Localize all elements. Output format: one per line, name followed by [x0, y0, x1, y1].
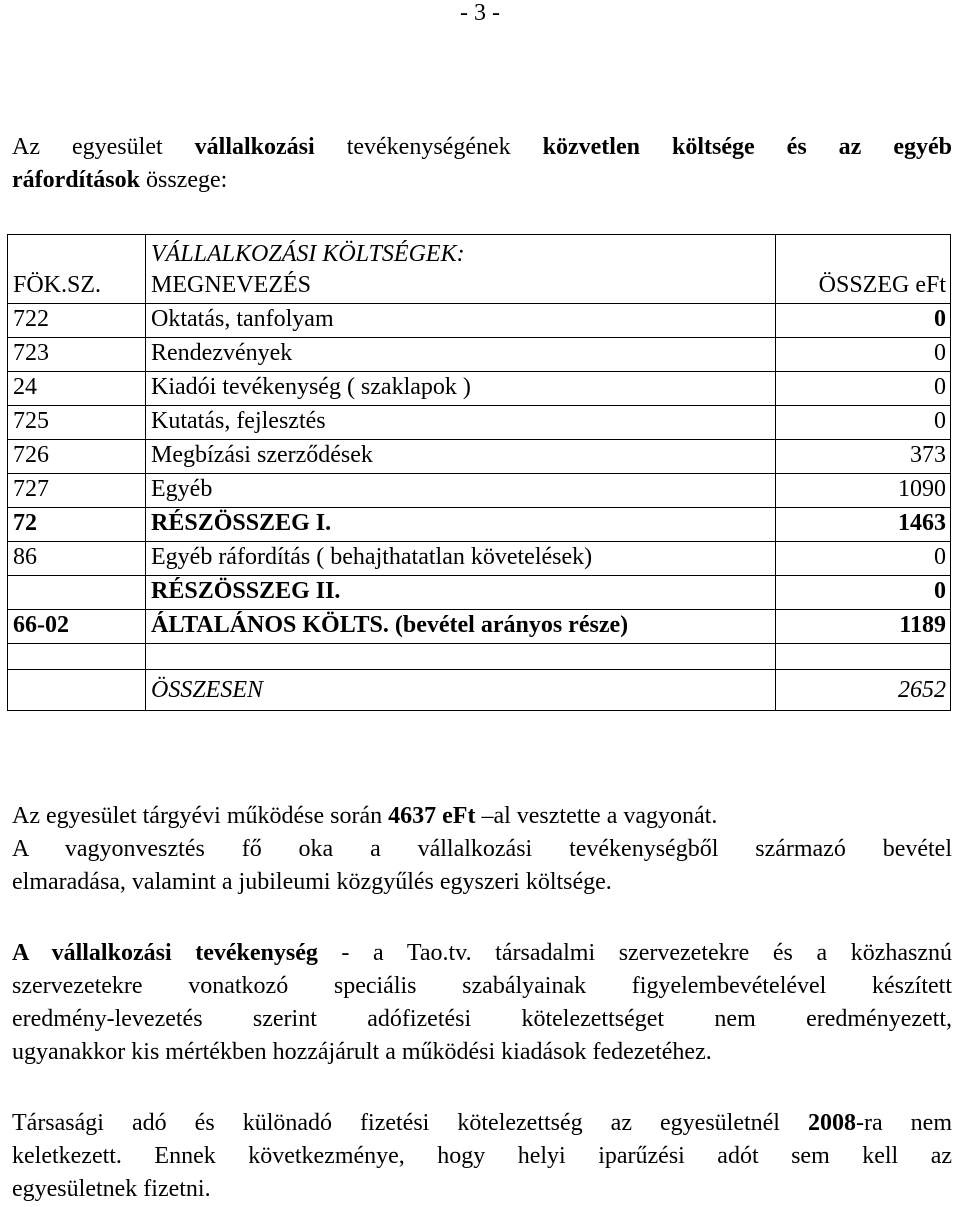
subtotal-row: RÉSZÖSSZEG II. 0: [8, 576, 951, 610]
paragraph-loss: [12, 800, 952, 899]
costs-table: [7, 234, 951, 711]
business-line-2: szervezetekre vonatkozó speciális szabályainak figyelembevételével készített: [12, 973, 952, 999]
table-row: 727 Egyéb 1090: [8, 474, 951, 508]
tax-line-2: keletkezett. Ennek következménye, hogy helyi iparűzési adót sem kell az: [12, 1143, 952, 1169]
intro-line-2: ráfordítások összege:: [12, 167, 228, 193]
header-code: FÖK.SZ.: [8, 270, 146, 304]
paragraph-tax: [12, 1107, 952, 1206]
subtotal-row: 72 RÉSZÖSSZEG I. 1463: [8, 508, 951, 542]
table-row: 24 Kiadói tevékenység ( szaklapok ) 0: [8, 372, 951, 406]
intro-line-1: Az egyesület vállalkozási tevékenységének közvetlen költsége és az egyéb: [12, 134, 953, 160]
loss-line-2: A vagyonvesztés fő oka a vállalkozási tevékenységből származó bevétel: [12, 836, 952, 862]
header-amount: ÖSSZEG eFt: [776, 270, 951, 304]
business-line-4: ugyanakkor kis mértékben hozzájárult a működési kiadások fedezetéhez.: [12, 1039, 712, 1065]
table-header-row: [8, 270, 951, 304]
tax-line-1: Társasági adó és különadó fizetési kötelezettség az egyesületnél 2008-ra nem: [12, 1110, 952, 1136]
business-line-1: A vállalkozási tevékenység - a Tao.tv. társadalmi szervezetekre és a közhasznú: [12, 940, 952, 966]
table-row: 723 Rendezvények 0: [8, 338, 951, 372]
paragraph-business-activity: [12, 937, 952, 1069]
business-line-3: eredmény-levezetés szerint adófizetési kötelezettséget nem eredményezett,: [12, 1006, 952, 1032]
total-label: ÖSSZESEN: [146, 670, 776, 711]
intro-paragraph: [12, 131, 952, 197]
overhead-row: 66-02 ÁLTALÁNOS KÖLTS. (bevétel arányos része) 1189: [8, 610, 951, 644]
table-title-row: [8, 235, 951, 271]
loss-line-1: Az egyesület tárgyévi működése során 4637 eFt –al vesztette a vagyonát.: [12, 803, 718, 829]
table-row: 86 Egyéb ráfordítás ( behajthatatlan követelések) 0: [8, 542, 951, 576]
spacer-row: [8, 644, 951, 670]
total-amount: 2652: [776, 670, 951, 711]
table-title: VÁLLALKOZÁSI KÖLTSÉGEK:: [151, 241, 465, 267]
table-row: 726 Megbízási szerződések 373: [8, 440, 951, 474]
tax-line-3: egyesületnek fizetni.: [12, 1176, 211, 1202]
header-name: MEGNEVEZÉS: [146, 270, 776, 304]
loss-line-3: elmaradása, valamint a jubileumi közgyűlés egyszeri költsége.: [12, 869, 612, 895]
table-row: 725 Kutatás, fejlesztés 0: [8, 406, 951, 440]
total-row: [8, 670, 951, 711]
page-number: - 3 -: [460, 0, 500, 26]
table-row: 722 Oktatás, tanfolyam 0: [8, 304, 951, 338]
